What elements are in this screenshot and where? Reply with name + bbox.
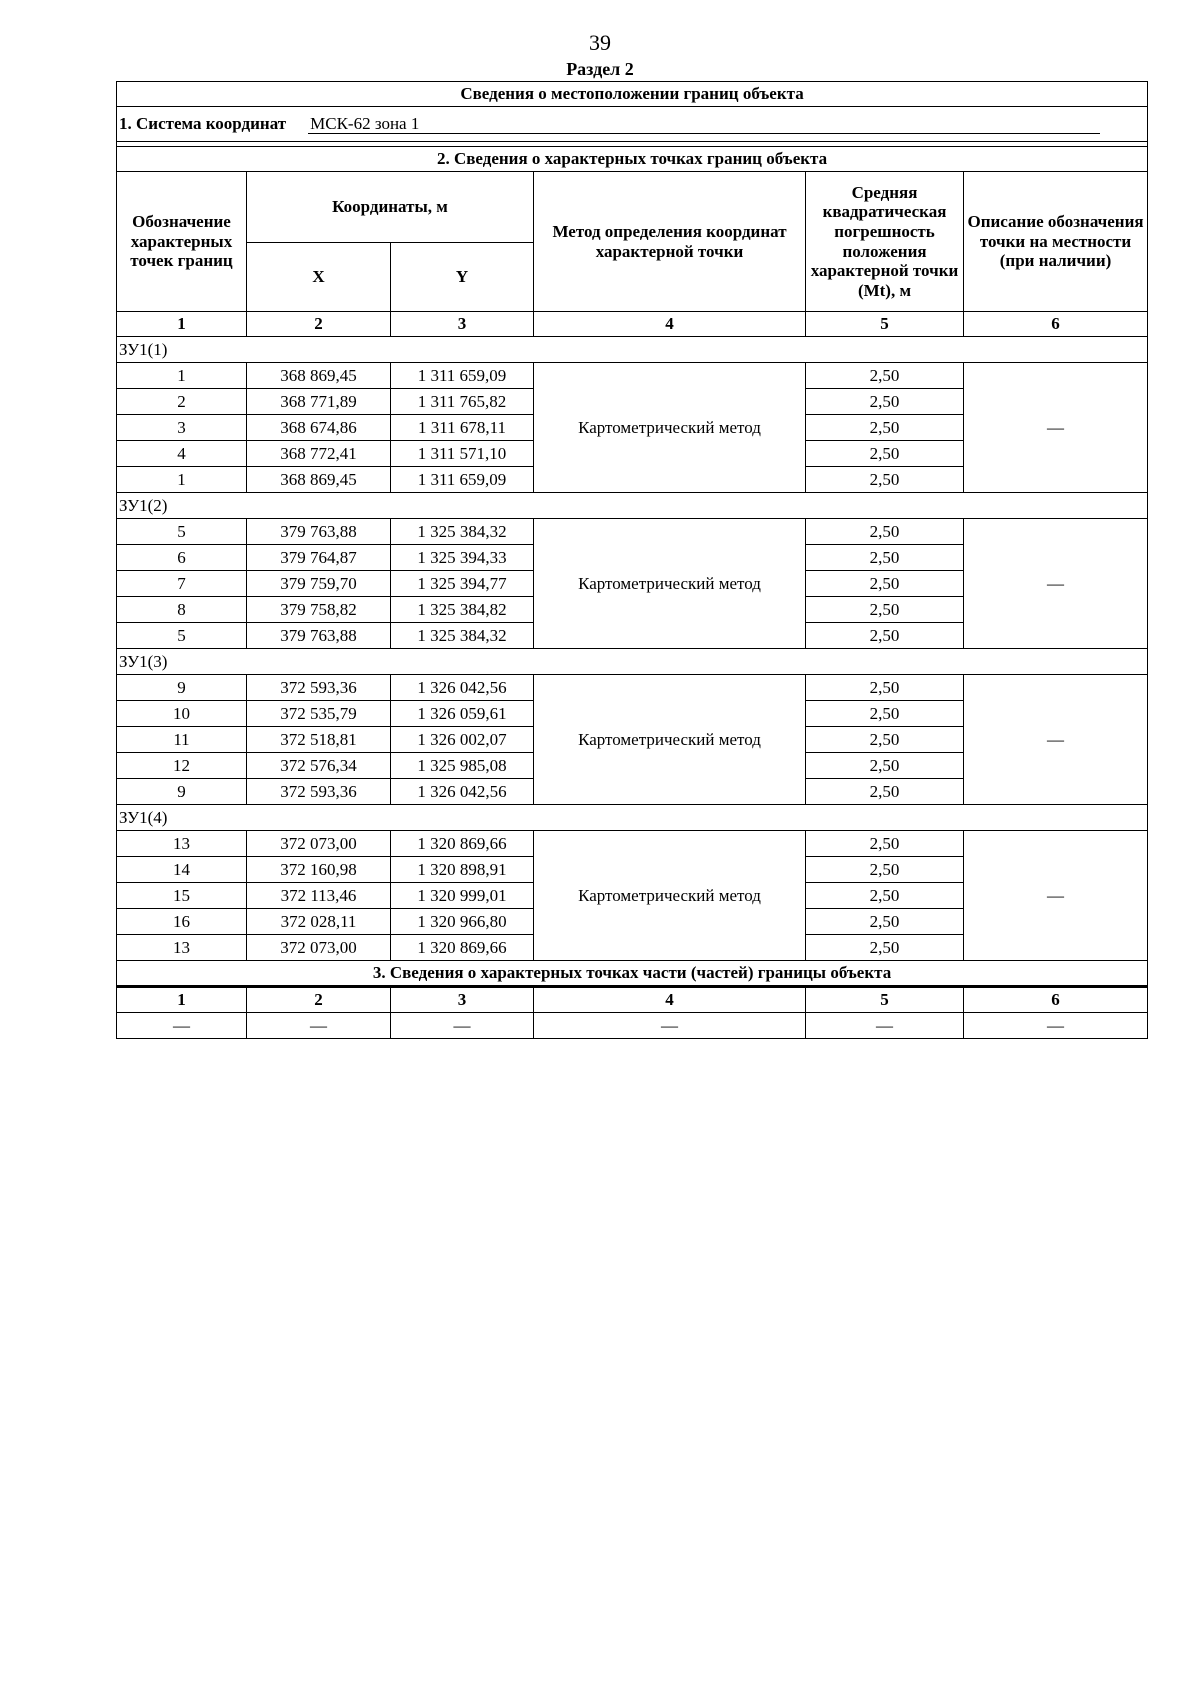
col-number: 1 [117, 312, 247, 337]
zone-name: ЗУ1(2) [117, 493, 1148, 519]
coord-x: 372 593,36 [247, 779, 391, 805]
coord-system-label: 1. Система координат [119, 113, 287, 133]
parts-data-row [117, 1013, 1148, 1039]
point-number: 5 [117, 623, 247, 649]
coord-x: 368 772,41 [247, 441, 391, 467]
accuracy-value: 2,50 [806, 935, 964, 961]
col-number: 3 [391, 987, 534, 1013]
table-row [117, 675, 1148, 701]
zone-name: ЗУ1(3) [117, 649, 1148, 675]
coord-x: 368 869,45 [247, 467, 391, 493]
point-number: 13 [117, 935, 247, 961]
col-number: 6 [964, 312, 1148, 337]
coord-y: 1 326 042,56 [391, 779, 534, 805]
coord-y: 1 311 659,09 [391, 467, 534, 493]
point-number: 3 [117, 415, 247, 441]
header-description: Описание обозначения точки на местности (при наличии) [964, 172, 1148, 312]
boundary-table-body [117, 82, 1148, 1039]
coord-x: 372 518,81 [247, 727, 391, 753]
point-number: 16 [117, 909, 247, 935]
point-number: 8 [117, 597, 247, 623]
point-number: 5 [117, 519, 247, 545]
parts-column-numbers-row [117, 987, 1148, 1013]
coord-y: 1 326 002,07 [391, 727, 534, 753]
col-number: 2 [247, 312, 391, 337]
point-number: 7 [117, 571, 247, 597]
coord-y: 1 326 042,56 [391, 675, 534, 701]
parts-title: 3. Сведения о характерных точках части (частей) границы объекта [117, 961, 1148, 987]
section-title: Раздел 2 [566, 59, 634, 79]
table-row [117, 519, 1148, 545]
point-number: 2 [117, 389, 247, 415]
col-number: 5 [806, 312, 964, 337]
accuracy-value: 2,50 [806, 571, 964, 597]
point-number: 12 [117, 753, 247, 779]
accuracy-value: 2,50 [806, 883, 964, 909]
accuracy-value: 2,50 [806, 623, 964, 649]
col-number: 6 [964, 987, 1148, 1013]
coord-y: 1 320 898,91 [391, 857, 534, 883]
accuracy-value: 2,50 [806, 779, 964, 805]
col-number: 3 [391, 312, 534, 337]
accuracy-value: 2,50 [806, 701, 964, 727]
accuracy-value: 2,50 [806, 467, 964, 493]
point-number: 15 [117, 883, 247, 909]
accuracy-value: 2,50 [806, 441, 964, 467]
accuracy-value: 2,50 [806, 545, 964, 571]
point-number: 13 [117, 831, 247, 857]
coord-x: 372 113,46 [247, 883, 391, 909]
coord-x: 379 758,82 [247, 597, 391, 623]
coord-y: 1 320 869,66 [391, 831, 534, 857]
description-cell: — [964, 519, 1148, 649]
header-accuracy: Средняя квадратическая погрешность положения характерной точки (Mt), м [806, 172, 964, 312]
coord-y: 1 311 765,82 [391, 389, 534, 415]
coord-x: 379 763,88 [247, 623, 391, 649]
coord-x: 372 160,98 [247, 857, 391, 883]
point-number: 4 [117, 441, 247, 467]
points-title: 2. Сведения о характерных точках границ объекта [117, 147, 1148, 172]
description-cell: — [964, 675, 1148, 805]
coord-system-row [117, 107, 1148, 142]
coord-y: 1 320 999,01 [391, 883, 534, 909]
coord-x: 372 593,36 [247, 675, 391, 701]
point-number: 9 [117, 779, 247, 805]
zone-name: ЗУ1(1) [117, 337, 1148, 363]
coord-x: 379 759,70 [247, 571, 391, 597]
zone-header-row [117, 805, 1148, 831]
coord-y: 1 325 384,82 [391, 597, 534, 623]
zone-header-row [117, 649, 1148, 675]
parts-cell: — [964, 1013, 1148, 1039]
accuracy-value: 2,50 [806, 857, 964, 883]
parts-cell: — [534, 1013, 806, 1039]
parts-cell: — [806, 1013, 964, 1039]
header-y: Y [391, 243, 534, 312]
coord-y: 1 311 659,09 [391, 363, 534, 389]
coord-y: 1 325 384,32 [391, 519, 534, 545]
accuracy-value: 2,50 [806, 727, 964, 753]
accuracy-value: 2,50 [806, 519, 964, 545]
parts-cell: — [391, 1013, 534, 1039]
coord-y: 1 325 384,32 [391, 623, 534, 649]
zone-header-row [117, 337, 1148, 363]
page-number: 39 [589, 30, 611, 55]
point-number: 1 [117, 467, 247, 493]
header-designation: Обозначение характерных точек границ [117, 172, 247, 312]
header-x: X [247, 243, 391, 312]
point-number: 1 [117, 363, 247, 389]
accuracy-value: 2,50 [806, 363, 964, 389]
method-cell: Картометрический метод [534, 519, 806, 649]
zone-header-row [117, 493, 1148, 519]
coord-x: 372 535,79 [247, 701, 391, 727]
point-number: 14 [117, 857, 247, 883]
accuracy-value: 2,50 [806, 909, 964, 935]
boundary-table-wrapper [116, 81, 1147, 1039]
accuracy-value: 2,50 [806, 415, 964, 441]
col-number: 2 [247, 987, 391, 1013]
description-cell: — [964, 831, 1148, 961]
col-number: 4 [534, 987, 806, 1013]
coord-x: 368 771,89 [247, 389, 391, 415]
table-row [117, 363, 1148, 389]
parts-cell: — [247, 1013, 391, 1039]
coord-x: 372 028,11 [247, 909, 391, 935]
zone-name: ЗУ1(4) [117, 805, 1148, 831]
table-row [117, 831, 1148, 857]
parts-cell: — [117, 1013, 247, 1039]
coord-y: 1 325 394,33 [391, 545, 534, 571]
accuracy-value: 2,50 [806, 831, 964, 857]
method-cell: Картометрический метод [534, 363, 806, 493]
coord-x: 368 674,86 [247, 415, 391, 441]
col-number: 5 [806, 987, 964, 1013]
point-number: 11 [117, 727, 247, 753]
accuracy-value: 2,50 [806, 389, 964, 415]
point-number: 10 [117, 701, 247, 727]
accuracy-value: 2,50 [806, 675, 964, 701]
coord-y: 1 320 966,80 [391, 909, 534, 935]
col-number: 4 [534, 312, 806, 337]
boundary-table [116, 81, 1148, 1039]
method-cell: Картометрический метод [534, 831, 806, 961]
coord-x: 372 073,00 [247, 831, 391, 857]
table-title: Сведения о местоположении границ объекта [117, 82, 1148, 107]
coord-x: 372 576,34 [247, 753, 391, 779]
header-method: Метод определения координат характерной точки [534, 172, 806, 312]
coord-y: 1 311 678,11 [391, 415, 534, 441]
accuracy-value: 2,50 [806, 753, 964, 779]
header-coordinates: Координаты, м [247, 172, 534, 243]
coord-x: 368 869,45 [247, 363, 391, 389]
coord-y: 1 320 869,66 [391, 935, 534, 961]
column-numbers-row [117, 312, 1148, 337]
coord-system-value: МСК-62 зона 1 [308, 114, 1100, 135]
col-number: 1 [117, 987, 247, 1013]
coord-x: 372 073,00 [247, 935, 391, 961]
coord-y: 1 325 394,77 [391, 571, 534, 597]
accuracy-value: 2,50 [806, 597, 964, 623]
coord-x: 379 763,88 [247, 519, 391, 545]
method-cell: Картометрический метод [534, 675, 806, 805]
coord-x: 379 764,87 [247, 545, 391, 571]
point-number: 9 [117, 675, 247, 701]
point-number: 6 [117, 545, 247, 571]
description-cell: — [964, 363, 1148, 493]
coord-y: 1 326 059,61 [391, 701, 534, 727]
coord-y: 1 325 985,08 [391, 753, 534, 779]
coord-y: 1 311 571,10 [391, 441, 534, 467]
